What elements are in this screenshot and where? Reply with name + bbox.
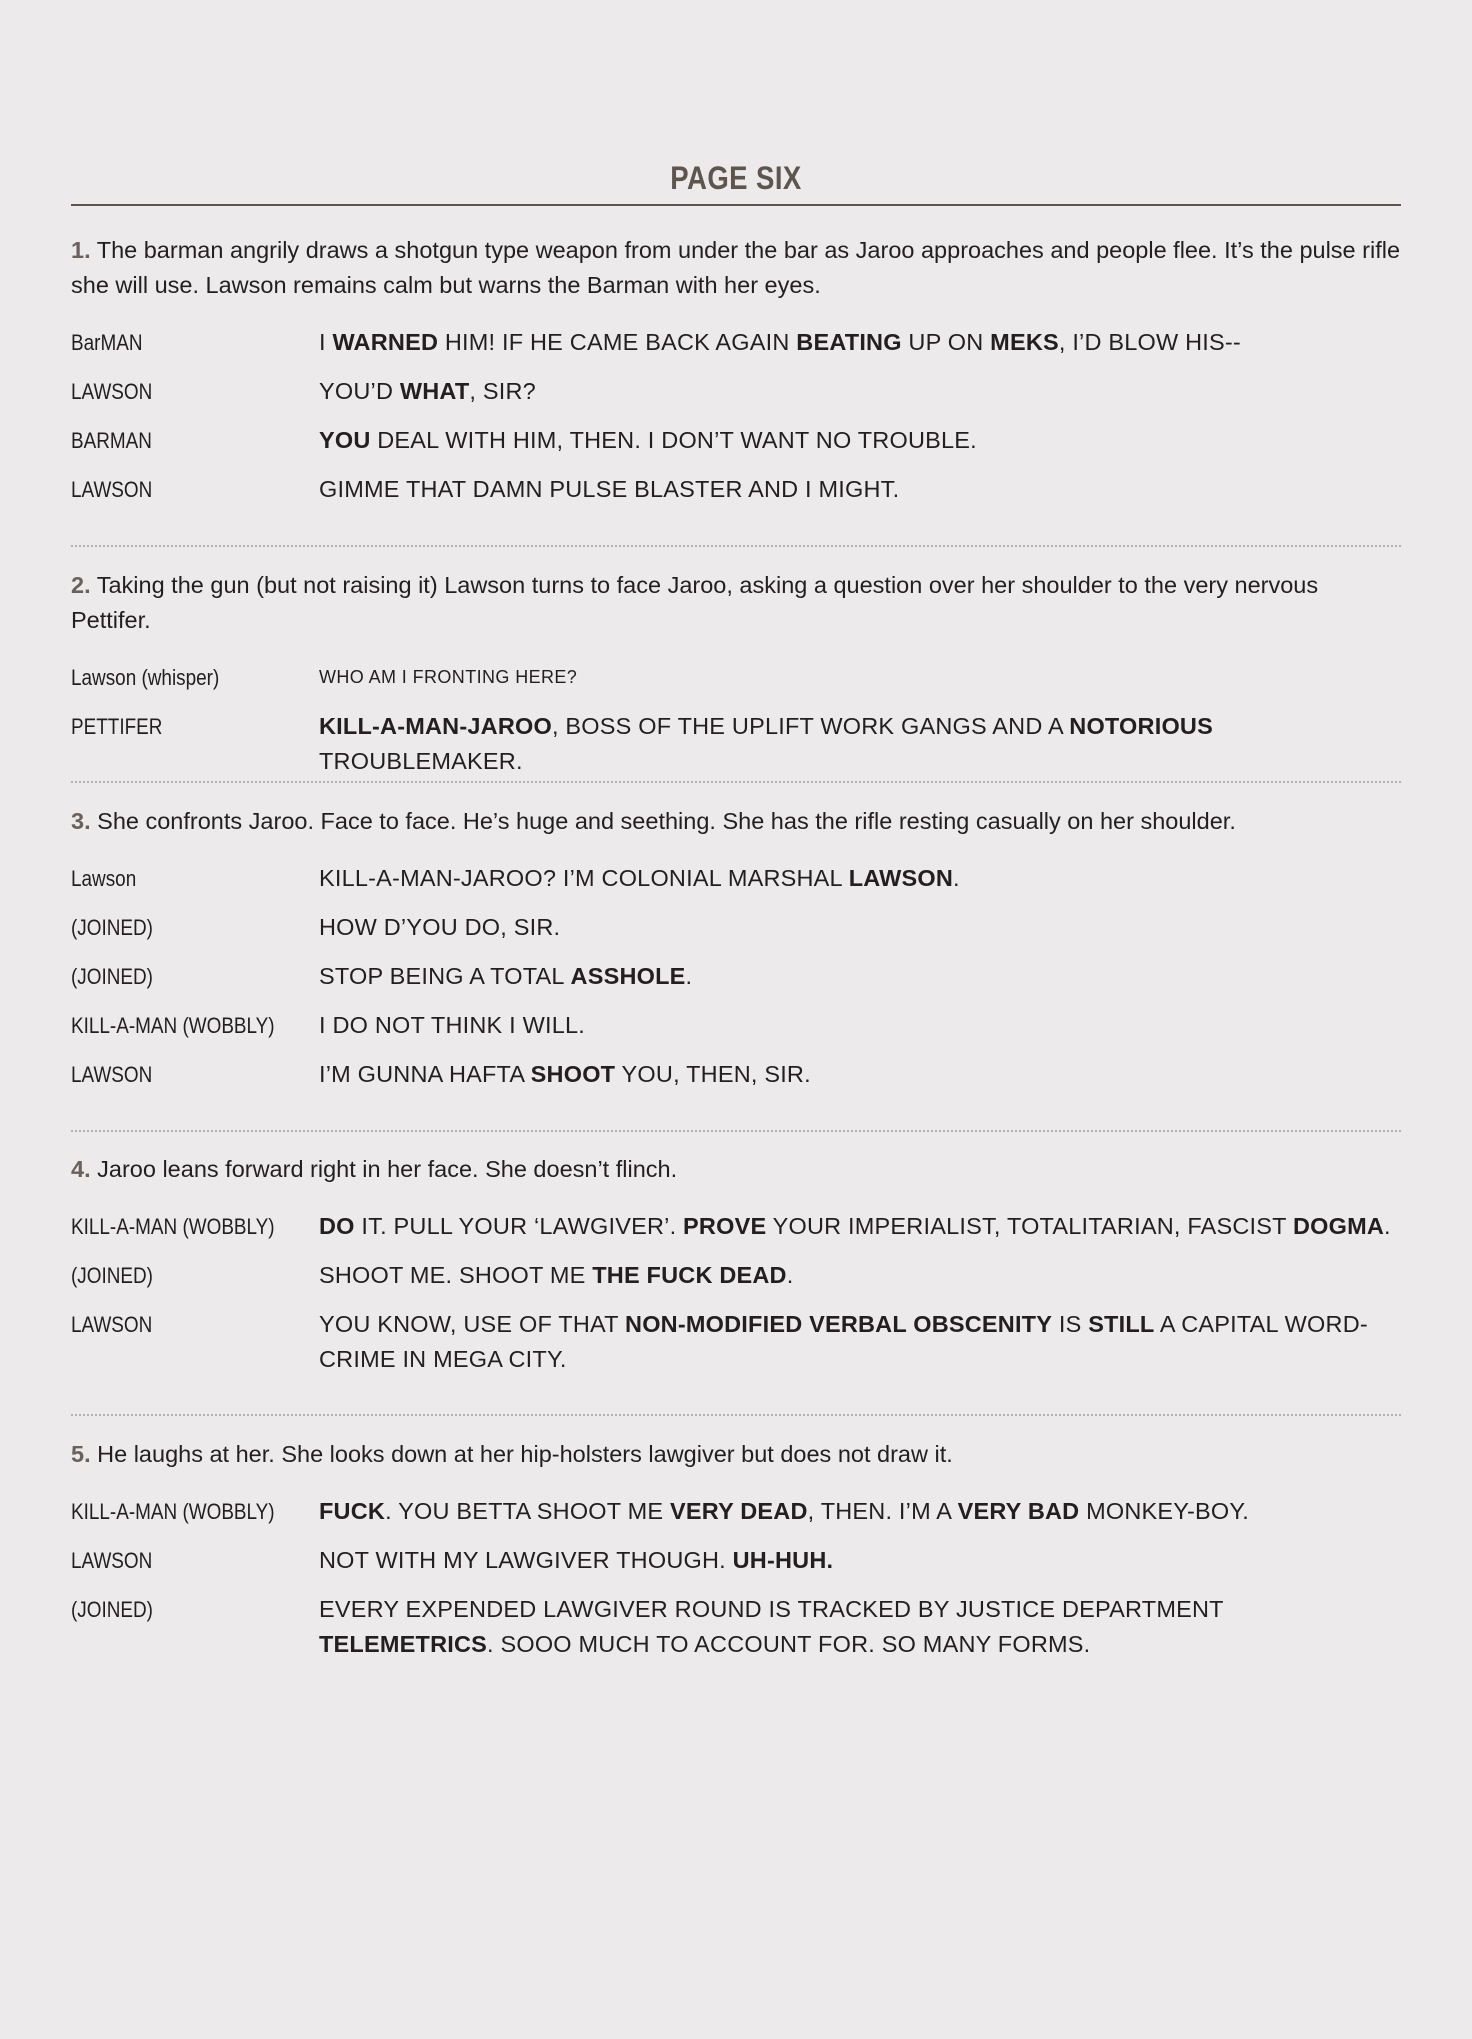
dialogue-emphasis: ASSHOLE xyxy=(570,963,686,989)
dialogue-fragment: , BOSS OF THE UPLIFT WORK GANGS AND A xyxy=(551,713,1070,739)
dialogue-list xyxy=(71,1209,1401,1377)
dialogue-emphasis: DOGMA xyxy=(1292,1213,1385,1239)
panel-3 xyxy=(71,804,1401,1106)
dialogue-fragment: SHOOT ME. SHOOT ME xyxy=(319,1262,593,1288)
dialogue-emphasis: NOTORIOUS xyxy=(1069,713,1213,739)
dialogue-text xyxy=(319,861,1401,896)
dialogue-line xyxy=(71,1209,1401,1244)
dialogue-text xyxy=(319,1307,1401,1377)
dialogue-text xyxy=(319,423,1401,458)
dialogue-fragment: KILL-A-MAN-JAROO? I’M COLONIAL MARSHAL xyxy=(319,865,849,891)
panel-1 xyxy=(71,233,1401,521)
dialogue-line xyxy=(71,1258,1401,1293)
dialogue-fragment: . xyxy=(786,1262,794,1288)
speaker-name: LAWSON xyxy=(71,1062,153,1087)
speaker-name: BarMAN xyxy=(71,330,143,355)
speaker-name: (JOINED) xyxy=(71,964,153,989)
dialogue-fragment: . xyxy=(685,963,693,989)
dialogue-line xyxy=(71,472,1401,507)
dialogue-line xyxy=(71,959,1401,994)
speaker-name: Lawson (whisper) xyxy=(71,665,220,690)
dialogue-emphasis: WHAT xyxy=(399,378,470,404)
dialogue-fragment: I xyxy=(319,329,333,355)
dialogue-fragment: I’M GUNNA HAFTA xyxy=(319,1061,531,1087)
dialogue-list xyxy=(71,325,1401,507)
panel-number: 5. xyxy=(71,1441,91,1467)
dialogue-emphasis: DO xyxy=(319,1213,355,1239)
speaker-name: LAWSON xyxy=(71,477,153,502)
dialogue-fragment: MONKEY-BOY. xyxy=(1079,1498,1249,1524)
panel-number: 3. xyxy=(71,808,91,834)
dialogue-line xyxy=(71,660,1401,695)
speaker-name: BARMAN xyxy=(71,428,152,453)
dialogue-emphasis: BEATING xyxy=(796,329,902,355)
dialogue-line xyxy=(71,1494,1401,1529)
dialogue-emphasis: YOU xyxy=(319,427,371,453)
dialogue-fragment: . SOOO MUCH TO ACCOUNT FOR. SO MANY FORMS. xyxy=(487,1631,1091,1657)
dialogue-fragment: YOUR IMPERIALIST, TOTALITARIAN, FASCIST xyxy=(766,1213,1293,1239)
speaker-name: (JOINED) xyxy=(71,915,153,940)
dialogue-fragment: HOW D’YOU DO, SIR. xyxy=(319,914,561,940)
speaker-name: KILL-A-MAN (WOBBLY) xyxy=(71,1013,275,1038)
speaker-name: (JOINED) xyxy=(71,1597,153,1622)
dialogue-emphasis: LAWSON xyxy=(848,865,954,891)
panel-description xyxy=(71,233,1401,303)
dialogue-text xyxy=(319,1057,1401,1092)
dialogue-text xyxy=(319,472,1401,507)
dialogue-text xyxy=(319,959,1401,994)
panel-description-text: Jaroo leans forward right in her face. She doesn’t flinch. xyxy=(97,1156,678,1182)
speaker-name: Lawson xyxy=(71,866,137,891)
dialogue-fragment: YOU KNOW, USE OF THAT xyxy=(319,1311,626,1337)
dialogue-fragment: , SIR? xyxy=(469,378,536,404)
dialogue-line xyxy=(71,1057,1401,1092)
dialogue-fragment: WHO AM I FRONTING HERE? xyxy=(319,667,578,687)
speaker-name: LAWSON xyxy=(71,379,153,404)
panel-2 xyxy=(71,568,1401,793)
speaker-name: KILL-A-MAN (WOBBLY) xyxy=(71,1499,275,1524)
dialogue-line xyxy=(71,861,1401,896)
dialogue-fragment: DEAL WITH HIM, THEN. I DON’T WANT NO TROUBLE. xyxy=(370,427,977,453)
dialogue-emphasis: WARNED xyxy=(332,329,439,355)
panel-number: 4. xyxy=(71,1156,91,1182)
dialogue-line xyxy=(71,423,1401,458)
dialogue-emphasis: UH-HUH. xyxy=(732,1547,834,1573)
dialogue-text xyxy=(319,1258,1401,1293)
dialogue-text xyxy=(319,1494,1401,1529)
dialogue-list xyxy=(71,861,1401,1092)
dialogue-fragment: GIMME THAT DAMN PULSE BLASTER AND I MIGHT. xyxy=(319,476,900,502)
dialogue-text xyxy=(319,374,1401,409)
dialogue-emphasis: PROVE xyxy=(683,1213,767,1239)
dialogue-text xyxy=(319,1008,1401,1043)
panel-description-text: She confronts Jaroo. Face to face. He’s huge and seething. She has the rifle resting casually on her shoulder. xyxy=(97,808,1236,834)
page-title: PAGE SIX xyxy=(670,160,802,196)
speaker-name: LAWSON xyxy=(71,1312,153,1337)
speaker-name: (JOINED) xyxy=(71,1263,153,1288)
dialogue-text xyxy=(319,910,1401,945)
dialogue-emphasis: THE FUCK DEAD xyxy=(592,1262,787,1288)
dialogue-line xyxy=(71,1008,1401,1043)
panel-separator xyxy=(71,1130,1401,1132)
dialogue-emphasis: VERY DEAD xyxy=(670,1498,808,1524)
panel-5 xyxy=(71,1437,1401,1676)
dialogue-line xyxy=(71,910,1401,945)
panel-number: 2. xyxy=(71,572,91,598)
dialogue-text xyxy=(319,325,1401,360)
dialogue-emphasis: SHOOT xyxy=(530,1061,616,1087)
panel-4 xyxy=(71,1152,1401,1391)
dialogue-text xyxy=(319,1543,1401,1578)
panel-description xyxy=(71,1152,1401,1187)
dialogue-fragment: NOT WITH MY LAWGIVER THOUGH. xyxy=(319,1547,733,1573)
panel-description-text: He laughs at her. She looks down at her hip-holsters lawgiver but does not draw it. xyxy=(97,1441,953,1467)
dialogue-emphasis: MEKS xyxy=(990,329,1059,355)
dialogue-emphasis: STILL xyxy=(1088,1311,1155,1337)
dialogue-emphasis: FUCK xyxy=(319,1498,386,1524)
panel-description-text: Taking the gun (but not raising it) Lawson turns to face Jaroo, asking a question over her shoulder to the very nervous Pettifer. xyxy=(71,572,1319,633)
dialogue-emphasis: KILL-A-MAN-JAROO xyxy=(319,713,552,739)
dialogue-fragment: . xyxy=(1384,1213,1391,1239)
panel-description-text: The barman angrily draws a shotgun type weapon from under the bar as Jaroo approaches and people flee. It’s the pulse rifle she will use. Lawson remains calm but warns the Barman with her eyes. xyxy=(71,237,1401,298)
panel-separator xyxy=(71,781,1401,783)
dialogue-emphasis: VERY BAD xyxy=(957,1498,1080,1524)
dialogue-line xyxy=(71,325,1401,360)
dialogue-fragment: IS xyxy=(1052,1311,1089,1337)
dialogue-list xyxy=(71,660,1401,779)
dialogue-line xyxy=(71,709,1401,779)
dialogue-fragment: YOU, THEN, SIR. xyxy=(615,1061,811,1087)
dialogue-emphasis: NON-MODIFIED VERBAL OBSCENITY xyxy=(625,1311,1053,1337)
dialogue-fragment: I DO NOT THINK I WILL. xyxy=(319,1012,585,1038)
speaker-name: KILL-A-MAN (WOBBLY) xyxy=(71,1214,275,1239)
dialogue-fragment: TROUBLEMAKER. xyxy=(319,748,523,774)
dialogue-text xyxy=(319,660,1401,695)
dialogue-fragment: , I’D BLOW HIS-- xyxy=(1058,329,1241,355)
dialogue-fragment: HIM! IF HE CAME BACK AGAIN xyxy=(438,329,797,355)
panel-separator xyxy=(71,1414,1401,1416)
dialogue-fragment: STOP BEING A TOTAL xyxy=(319,963,571,989)
dialogue-list xyxy=(71,1494,1401,1662)
dialogue-fragment: EVERY EXPENDED LAWGIVER ROUND IS TRACKED BY JUSTICE DEPARTMENT xyxy=(319,1596,1224,1622)
dialogue-line xyxy=(71,374,1401,409)
panel-separator xyxy=(71,545,1401,547)
dialogue-fragment: . xyxy=(953,865,960,891)
dialogue-fragment: YOU’D xyxy=(319,378,400,404)
title-rule xyxy=(71,204,1401,206)
dialogue-text xyxy=(319,709,1401,779)
speaker-name: PETTIFER xyxy=(71,714,163,739)
dialogue-line xyxy=(71,1592,1401,1662)
dialogue-fragment: . YOU BETTA SHOOT ME xyxy=(385,1498,671,1524)
dialogue-fragment: A CAPITAL WORD-CRIME IN MEGA CITY. xyxy=(319,1311,1368,1372)
dialogue-text xyxy=(319,1592,1401,1662)
dialogue-fragment: IT. PULL YOUR ‘LAWGIVER’. xyxy=(354,1213,684,1239)
panel-description xyxy=(71,1437,1401,1472)
dialogue-line xyxy=(71,1543,1401,1578)
panel-description xyxy=(71,804,1401,839)
dialogue-text xyxy=(319,1209,1401,1244)
speaker-name: LAWSON xyxy=(71,1548,153,1573)
panel-description xyxy=(71,568,1401,638)
dialogue-line xyxy=(71,1307,1401,1377)
dialogue-emphasis: TELEMETRICS xyxy=(319,1631,488,1657)
dialogue-fragment: UP ON xyxy=(901,329,991,355)
dialogue-fragment: , THEN. I’M A xyxy=(807,1498,958,1524)
panel-number: 1. xyxy=(71,237,91,263)
